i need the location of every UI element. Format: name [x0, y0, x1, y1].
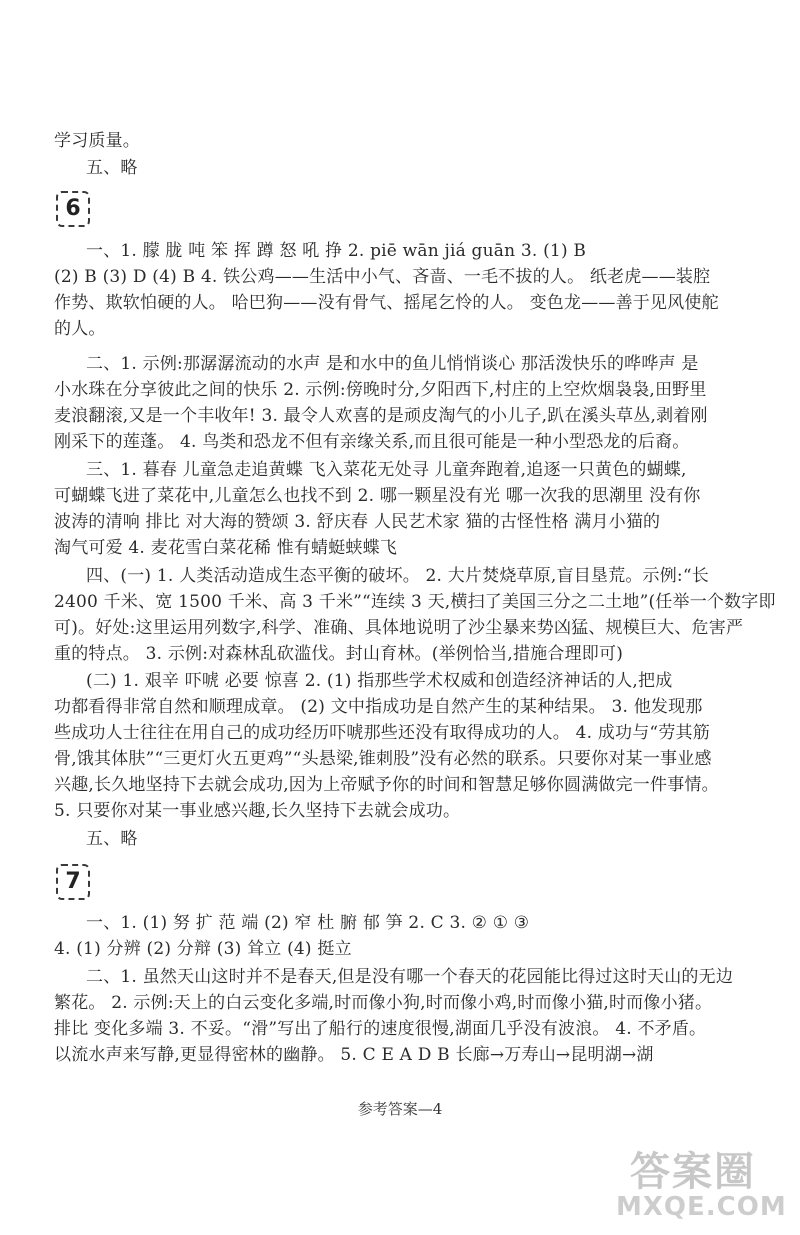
text-line: 四、(一) 1. 人类活动造成生态平衡的破坏。 2. 大片焚烧草原,盲目垦荒。示例:“长 — [86, 566, 709, 586]
text-line: 学习质量。 — [54, 131, 140, 151]
text-line: 一、1. 朦 胧 吨 笨 挥 蹲 怒 吼 挣 2. piē wān jiá guān 3. (1) B — [86, 241, 587, 261]
text-line: 淘气可爱 4. 麦花雪白菜花稀 惟有蜻蜓蛱蝶飞 — [54, 538, 398, 558]
text-line: 可)。好处:这里运用列数字,科学、准确、具体地说明了沙尘暴来势凶猛、规模巨大、危害严 — [54, 618, 744, 638]
text-line: 繁花。 2. 示例:天上的白云变化多端,时而像小狗,时而像小鸡,时而像小猫,时而像小猪。 — [54, 993, 713, 1013]
text-line: 功都看得非常自然和顺理成章。 (2) 文中指成功是自然产生的某种结果。 3. 他发现那 — [54, 697, 703, 717]
text-line: 麦浪翻滚,又是一个丰收年! 3. 最令人欢喜的是顽皮淘气的小儿子,趴在溪头草丛,剥着刚 — [54, 406, 708, 426]
text-line: 的人。 — [54, 319, 106, 339]
text-line: 二、1. 示例:那潺潺流动的水声 是和水中的鱼儿悄悄谈心 那活泼快乐的哗哗声 是 — [86, 354, 699, 374]
watermark-text: 答案圈 — [630, 1149, 756, 1195]
section-heading: 五、略 — [86, 829, 138, 849]
text-line: 5. 只要你对某一事业感兴趣,长久坚持下去就会成功。 — [54, 801, 461, 821]
text-line: 二、1. 虽然天山这时并不是春天,但是没有哪一个春天的花园能比得过这时天山的无边 — [86, 967, 734, 987]
text-line: 波涛的清响 排比 对大海的赞颂 3. 舒庆春 人民艺术家 猫的古怪性格 满月小猫的 — [54, 512, 661, 532]
watermark-url: MXQE.COM — [616, 1192, 787, 1222]
watermark-logo — [612, 1140, 792, 1230]
section-number-badge: 6 — [56, 191, 90, 227]
text-line: 以流水声来写静,更显得密林的幽静。 5. C E A D B 长廊→万寿山→昆明湖→湖 — [54, 1045, 654, 1065]
text-line: 作势、欺软怕硬的人。 哈巴狗——没有骨气、摇尾乞怜的人。 变色龙——善于见风使舵 — [54, 293, 719, 313]
section-heading: 五、略 — [86, 158, 138, 178]
text-line: 排比 变化多端 3. 不妥。“滑”写出了船行的速度很慢,湖面几乎没有波浪。 4. 不矛盾。 — [54, 1019, 707, 1039]
text-line: 一、1. (1) 努 扩 范 端 (2) 窄 杜 腑 郁 笋 2. C 3. ② ① ③ — [86, 913, 530, 933]
section-number-badge: 7 — [56, 864, 90, 900]
text-line: 骨,饿其体肤”“三更灯火五更鸡”“头悬梁,锥刺股”没有必然的联系。只要你对某一事业感 — [54, 749, 712, 769]
text-line: 三、1. 暮春 儿童急走追黄蝶 飞入菜花无处寻 儿童奔跑着,追逐一只黄色的蝴蝶, — [86, 460, 687, 480]
text-line: 兴趣,长久地坚持下去就会成功,因为上帝赋予你的时间和智慧足够你圆满做完一件事情。 — [54, 775, 719, 795]
text-line: (2) B (3) D (4) B 4. 铁公鸡——生活中小气、吝啬、一毛不拔的人。 纸老虎——装腔 — [54, 267, 711, 287]
text-line: 4. (1) 分辨 (2) 分辩 (3) 耸立 (4) 挺立 — [54, 939, 352, 959]
text-line: 可蝴蝶飞进了菜花中,儿童怎么也找不到 2. 哪一颗星没有光 哪一次我的思潮里 没有你 — [54, 486, 701, 506]
text-line: 2400 千米、宽 1500 千米、高 3 千米”“连续 3 天,横扫了美国三分之二土地”(任举一个数字即 — [54, 592, 776, 612]
page-footer: 参考答案—4 — [357, 1100, 443, 1118]
text-line: 刚采下的莲蓬。 4. 鸟类和恐龙不但有亲缘关系,而且很可能是一种小型恐龙的后裔。 — [54, 432, 690, 452]
text-line: (二) 1. 艰辛 吓唬 必要 惊喜 2. (1) 指那些学术权威和创造经济神话的人,把成 — [86, 671, 673, 691]
text-line: 些成功人士往往在用自己的成功经历吓唬那些还没有取得成功的人。 4. 成功与“劳其筋 — [54, 723, 710, 743]
text-line: 重的特点。 3. 示例:对森林乱砍滥伐。封山育林。(举例恰当,措施合理即可) — [54, 644, 624, 664]
text-line: 小水珠在分享彼此之间的快乐 2. 示例:傍晚时分,夕阳西下,村庄的上空炊烟袅袅,田野里 — [54, 380, 707, 400]
